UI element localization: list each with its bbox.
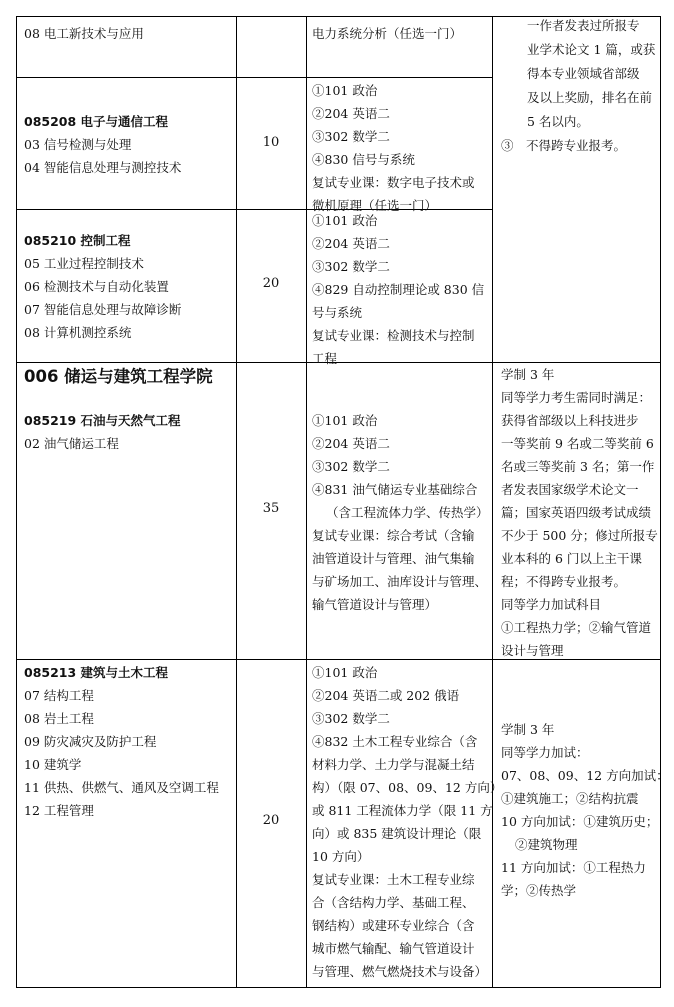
remark-line: 同等学力加试： [501, 745, 589, 760]
subject-item: 复试专业课：综合考试（含输 [312, 528, 475, 543]
remark-line: 业本科的 6 门以上主干课 [501, 551, 642, 566]
quota-value: 20 [262, 276, 280, 291]
direction-item: 10 建筑学 [24, 757, 82, 772]
quota-value: 20 [262, 813, 280, 828]
subject-item: 电力系统分析（任选一门） [312, 26, 463, 41]
remark-line: 学制 3 年 [501, 722, 555, 737]
remark-line: ③ 不得跨专业报考。 [501, 138, 627, 153]
table-border-bottom [16, 987, 660, 988]
remark-line: 获得省部级以上科技进步 [501, 413, 639, 428]
remark-line: 一作者发表过所报专 [527, 18, 640, 33]
subject-item: 向）或 835 建筑设计理论（限 [312, 826, 482, 841]
remarks-cell [501, 363, 658, 662]
remark-line: 设计与管理 [501, 643, 564, 658]
subject-cell [312, 79, 475, 217]
remark-line: 者发表国家级学术论文一 [501, 482, 639, 497]
remarks-cell [499, 14, 655, 158]
subject-item: ④832 土木工程专业综合（含 [312, 734, 478, 749]
direction-item: 05 工业过程控制技术 [24, 256, 144, 271]
table-border-left [16, 16, 17, 988]
remark-line: ①工程热力学；②输气管道 [501, 620, 652, 635]
subject-item: ③302 数学二 [312, 129, 390, 144]
subject-item: ②204 英语二或 202 俄语 [312, 688, 460, 703]
direction-item: 07 智能信息处理与故障诊断 [24, 302, 182, 317]
direction-item: 02 油气储运工程 [24, 436, 119, 451]
subject-item: 构）（限 07、08、09、12 方向） [312, 780, 503, 795]
direction-item: 09 防灾减灾及防护工程 [24, 734, 157, 749]
subject-item: 城市燃气输配、输气管道设计 [312, 941, 475, 956]
direction-item: 07 结构工程 [24, 688, 94, 703]
subject-item: ④830 信号与系统 [312, 152, 415, 167]
program-cell [24, 229, 181, 344]
remark-line: 07、08、09、12 方向加试： [501, 768, 669, 783]
subject-item: 号与系统 [312, 305, 363, 320]
subject-item: ③302 数学二 [312, 459, 390, 474]
subject-cell [312, 209, 484, 370]
subject-item: ①101 政治 [312, 665, 378, 680]
column-divider [306, 16, 307, 988]
direction-item: 04 智能信息处理与测控技术 [24, 160, 182, 175]
remark-line: 业学术论文 1 篇，或获 [527, 42, 656, 57]
subject-item: ②204 英语二 [312, 106, 390, 121]
remark-line: ②建筑物理 [515, 837, 578, 852]
remark-line: 学；②传热学 [501, 883, 577, 898]
subject-item: 复试专业课：数字电子技术或 [312, 175, 475, 190]
remark-line: 不少于 500 分；修过所报专 [501, 528, 658, 543]
program-cell [24, 110, 181, 179]
direction-item: 11 供热、供燃气、通风及空调工程 [24, 780, 219, 795]
subject-item: ②204 英语二 [312, 436, 390, 451]
program-code: 085213 建筑与土木工程 [24, 665, 169, 680]
subject-item: ③302 数学二 [312, 259, 390, 274]
subject-item: ①101 政治 [312, 83, 378, 98]
direction-item: 08 岩土工程 [24, 711, 94, 726]
program-cell [24, 409, 181, 455]
quota-value: 10 [262, 135, 280, 150]
subject-item: 工程 [312, 351, 338, 366]
subject-item: 或 811 工程流体力学（限 11 方 [312, 803, 493, 818]
subject-item: 钢结构）或建环专业综合（含 [312, 918, 475, 933]
remark-line: 名或三等奖前 3 名；第一作 [501, 459, 655, 474]
subject-cell [312, 22, 462, 45]
subject-item: ②204 英语二 [312, 236, 390, 251]
quota-value: 35 [262, 501, 280, 516]
remarks-cell [501, 718, 669, 902]
subject-cell [312, 661, 502, 983]
remark-line: 同等学力考生需同时满足： [501, 390, 652, 405]
remark-line: 程；不得跨专业报考。 [501, 574, 627, 589]
subject-item: 复试专业课：土木工程专业综 [312, 872, 475, 887]
direction-item: 03 信号检测与处理 [24, 137, 132, 152]
subject-item: 10 方向） [312, 849, 370, 864]
subject-item: 与矿场加工、油库设计与管理、 [312, 574, 488, 589]
remark-line: 篇；国家英语四级考试成绩 [501, 505, 652, 520]
program-cell [24, 661, 219, 822]
row-divider [16, 77, 492, 78]
direction-item: 08 计算机测控系统 [24, 325, 132, 340]
remark-line: 11 方向加试：①工程热力 [501, 860, 646, 875]
subject-item: （含工程流体力学、传热学） [326, 505, 489, 520]
subject-item: ④831 油气储运专业基础综合 [312, 482, 478, 497]
subject-item: 复试专业课：检测技术与控制 [312, 328, 475, 343]
program-code: 085208 电子与通信工程 [24, 114, 169, 129]
subject-item: 输气管道设计与管理） [312, 597, 438, 612]
subject-item: ④829 自动控制理论或 830 信 [312, 282, 485, 297]
direction-item: 12 工程管理 [24, 803, 94, 818]
direction-item: 08 电工新技术与应用 [24, 26, 144, 41]
subject-item: ①101 政治 [312, 213, 378, 228]
subject-item: ①101 政治 [312, 413, 378, 428]
remark-line: 5 名以内。 [527, 114, 589, 129]
subject-item: 合（含结构力学、基础工程、 [312, 895, 475, 910]
section-title: 006 储运与建筑工程学院 [24, 367, 213, 386]
direction-cell [24, 22, 144, 45]
remark-line: ①建筑施工；②结构抗震 [501, 791, 639, 806]
subject-item: 与管理、燃气燃烧技术与设备） [312, 964, 488, 979]
subject-cell [312, 409, 489, 616]
direction-item: 06 检测技术与自动化装置 [24, 279, 169, 294]
remark-line: 学制 3 年 [501, 367, 555, 382]
remark-line: 得本专业领域省部级 [527, 66, 640, 81]
subject-item: ③302 数学二 [312, 711, 390, 726]
subject-item: 油管道设计与管理、油气集输 [312, 551, 475, 566]
program-code: 085219 石油与天然气工程 [24, 413, 181, 428]
remark-line: 10 方向加试：①建筑历史； [501, 814, 659, 829]
remark-line: 及以上奖励，排名在前 [527, 90, 653, 105]
program-code: 085210 控制工程 [24, 233, 131, 248]
remark-line: 一等奖前 9 名或二等奖前 6 [501, 436, 654, 451]
subject-item: 微机原理（任选一门） [312, 198, 438, 213]
subject-item: 材料力学、土力学与混凝土结 [312, 757, 475, 772]
remark-line: 同等学力加试科目 [501, 597, 602, 612]
